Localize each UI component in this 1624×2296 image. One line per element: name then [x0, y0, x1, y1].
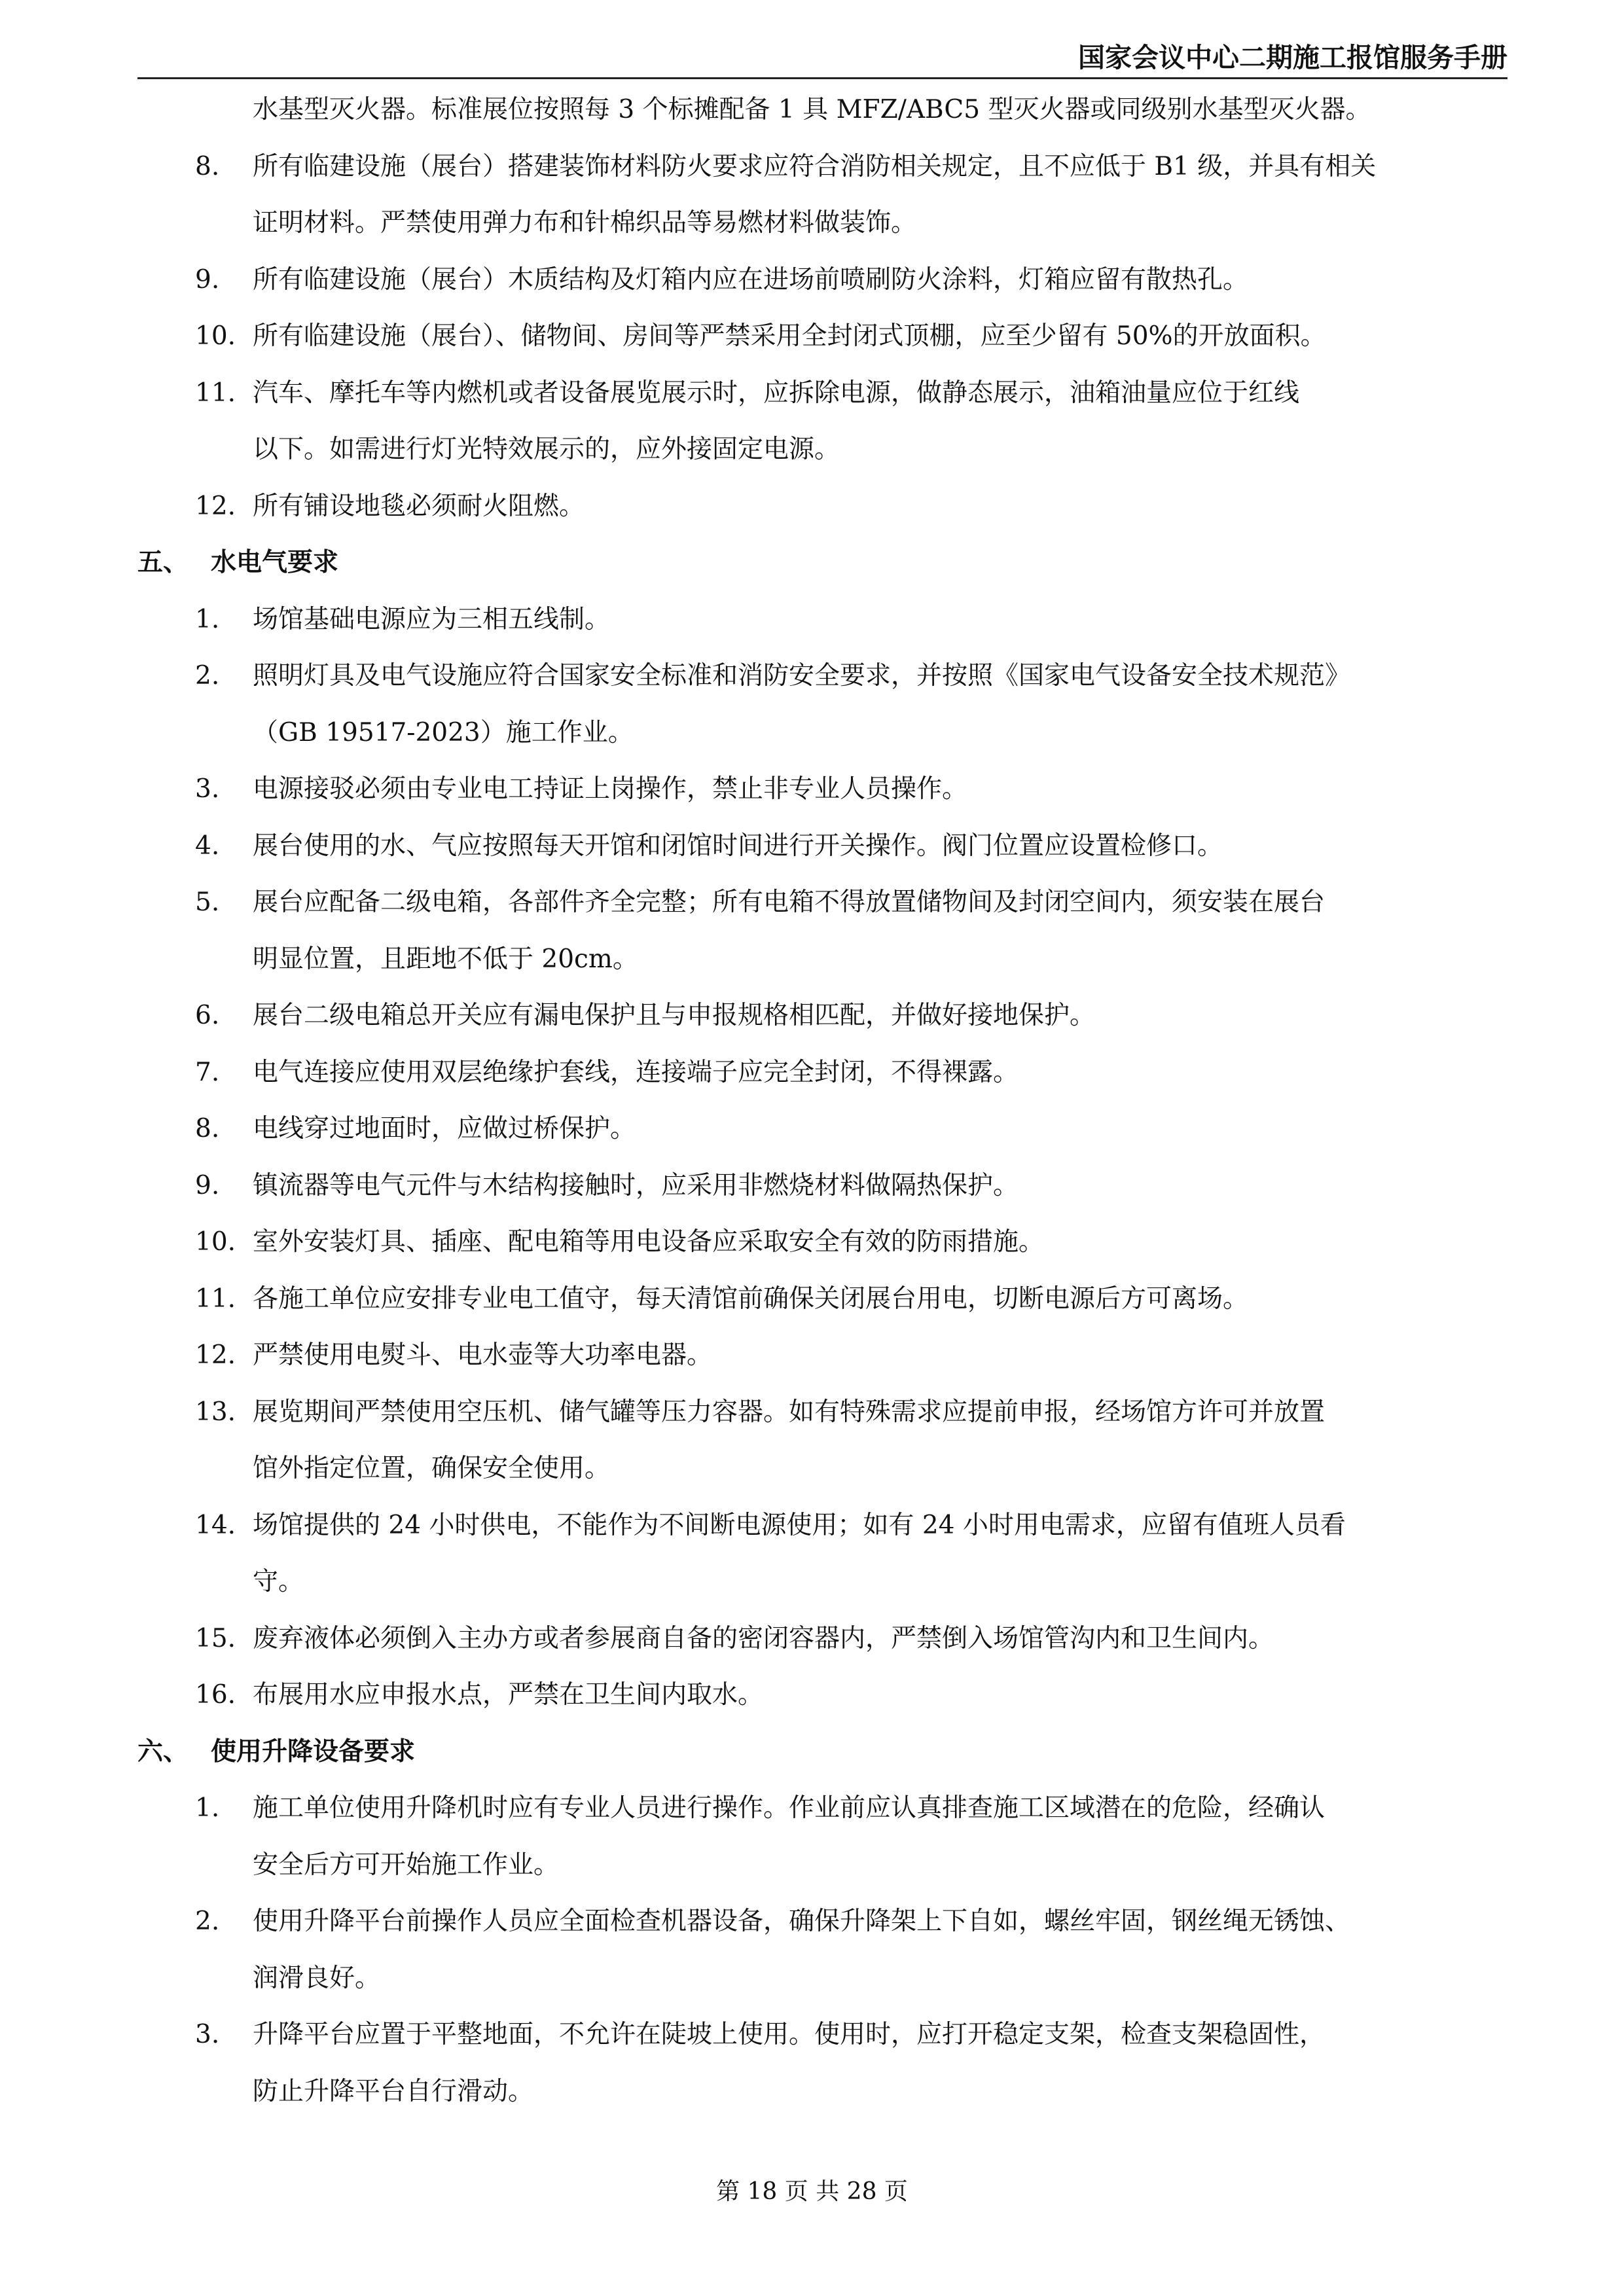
- list-item-number: 10.: [195, 1227, 236, 1257]
- section-heading: [137, 1724, 1507, 1781]
- list-item-text: 汽车、摩托车等内燃机或者设备展览展示时，应拆除电源，做静态展示，油箱油量应位于红线: [253, 378, 1300, 408]
- section-title: 使用升降设备要求: [211, 1736, 416, 1767]
- list-item-number: 4.: [195, 831, 220, 861]
- list-item: [137, 1498, 1507, 1554]
- continuation-text: 馆外指定位置，确保安全使用。: [253, 1454, 611, 1483]
- list-item: [137, 988, 1507, 1045]
- list-item-text: 照明灯具及电气设施应符合国家安全标准和消防安全要求，并按照《国家电气设备安全技术规范》: [253, 661, 1351, 691]
- list-item-text: 展台应配备二级电箱，各部件齐全完整；所有电箱不得放置储物间及封闭空间内，须安装在展台: [253, 888, 1326, 917]
- list-item-continuation: [137, 2064, 1507, 2121]
- list-item-text: 升降平台应置于平整地面，不允许在陡坡上使用。使用时，应打开稳定支架，检查支架稳固性，: [253, 2020, 1326, 2049]
- list-item-continuation: [137, 1554, 1507, 1611]
- continuation-text: 明显位置，且距地不低于 20cm。: [253, 944, 638, 974]
- list-item: [137, 308, 1507, 365]
- list-item-number: 11.: [195, 378, 236, 408]
- section-number: 五、: [137, 548, 189, 577]
- list-item-number: 11.: [195, 1283, 236, 1314]
- list-item-number: 6.: [195, 1001, 220, 1030]
- list-item-number: 8.: [195, 1114, 220, 1143]
- list-item-number: 3.: [195, 2020, 220, 2049]
- list-item-number: 13.: [195, 1397, 236, 1427]
- list-item: [137, 1158, 1507, 1215]
- list-item: [137, 874, 1507, 931]
- list-item-number: 2.: [195, 1907, 220, 1936]
- list-item-text: 各施工单位应安排专业电工值守，每天清馆前确保关闭展台用电，切断电源后方可离场。: [253, 1283, 1249, 1314]
- continuation-text: 防止升降平台自行滑动。: [253, 2076, 534, 2106]
- list-item-text: 电线穿过地面时，应做过桥保护。: [253, 1114, 636, 1143]
- list-item: [137, 1384, 1507, 1441]
- list-item-text: 所有临建设施（展台）搭建装饰材料防火要求应符合消防相关规定，且不应低于 B1 级，并具有相关: [253, 151, 1377, 181]
- list-item-text: 展览期间严禁使用空压机、储气罐等压力容器。如有特殊需求应提前申报，经场馆方许可并放置: [253, 1397, 1326, 1427]
- list-item: [137, 592, 1507, 649]
- list-item: [137, 761, 1507, 818]
- list-item: [137, 139, 1507, 196]
- page-header: [137, 38, 1507, 79]
- continuation-text: 守。: [253, 1567, 304, 1596]
- list-item: [137, 1780, 1507, 1837]
- continuation-text: 润滑良好。: [253, 1963, 381, 1993]
- section-heading: [137, 535, 1507, 592]
- list-item-text: 室外安装灯具、插座、配电箱等用电设备应采取安全有效的防雨措施。: [253, 1227, 1045, 1257]
- list-item-continuation: [137, 195, 1507, 252]
- document-body: [137, 82, 1507, 2120]
- list-item-number: 5.: [195, 888, 220, 917]
- list-item: [137, 1045, 1507, 1102]
- list-item-text: 场馆基础电源应为三相五线制。: [253, 604, 611, 634]
- list-item: [137, 1893, 1507, 1950]
- list-item: [137, 1327, 1507, 1384]
- list-item-text: 电气连接应使用双层绝缘护套线，连接端子应完全封闭，不得裸露。: [253, 1057, 1019, 1087]
- continuation-text: 证明材料。严禁使用弹力布和针棉织品等易燃材料做装饰。: [253, 208, 917, 238]
- list-item: [137, 1214, 1507, 1271]
- list-item: [137, 252, 1507, 309]
- list-item-text: 施工单位使用升降机时应有专业人员进行操作。作业前应认真排查施工区域潜在的危险，经确认: [253, 1793, 1326, 1823]
- list-item-number: 1.: [195, 604, 220, 634]
- list-item-number: 8.: [195, 151, 220, 181]
- list-item-text: 布展用水应申报水点，严禁在卫生间内取水。: [253, 1680, 764, 1710]
- list-item-number: 2.: [195, 661, 220, 691]
- list-item-continuation: [137, 1837, 1507, 1894]
- list-item-continuation: [137, 422, 1507, 478]
- list-item-text: 展台使用的水、气应按照每天开馆和闭馆时间进行开关操作。阀门位置应设置检修口。: [253, 831, 1223, 861]
- list-item-text: 废弃液体必须倒入主办方或者参展商自备的密闭容器内，严禁倒入场馆管沟内和卫生间内。: [253, 1623, 1274, 1653]
- list-item-number: 15.: [195, 1623, 236, 1653]
- list-item: [137, 1271, 1507, 1328]
- list-item-text: 严禁使用电熨斗、电水壶等大功率电器。: [253, 1340, 713, 1370]
- list-item-number: 1.: [195, 1793, 220, 1823]
- list-item-text: 镇流器等电气元件与木结构接触时，应采用非燃烧材料做隔热保护。: [253, 1170, 1019, 1200]
- list-item-text: 所有铺设地毯必须耐火阻燃。: [253, 491, 585, 521]
- list-item: [137, 365, 1507, 422]
- continuation-text: 安全后方可开始施工作业。: [253, 1850, 560, 1880]
- list-item-continuation: [137, 705, 1507, 762]
- list-item-number: 3.: [195, 774, 220, 804]
- continuation-text: （GB 19517-2023）施工作业。: [253, 717, 634, 747]
- list-item-text: 展台二级电箱总开关应有漏电保护且与申报规格相匹配，并做好接地保护。: [253, 1001, 1096, 1030]
- list-item: [137, 478, 1507, 535]
- list-item-number: 12.: [195, 491, 236, 521]
- list-item-text: 电源接驳必须由专业电工持证上岗操作，禁止非专业人员操作。: [253, 774, 968, 804]
- page-number: 第 18 页 共 28 页: [716, 2178, 908, 2205]
- list-item-number: 10.: [195, 321, 236, 351]
- continuation-text: 以下。如需进行灯光特效展示的，应外接固定电源。: [253, 435, 840, 464]
- list-item: [137, 1101, 1507, 1158]
- section-number: 六、: [137, 1736, 189, 1767]
- list-item: [137, 818, 1507, 875]
- list-item-number: 9.: [195, 264, 220, 295]
- list-item-number: 9.: [195, 1170, 220, 1200]
- list-item-number: 16.: [195, 1680, 236, 1710]
- list-item-number: 7.: [195, 1057, 220, 1087]
- list-item-continuation: [137, 1441, 1507, 1498]
- list-item-text: 使用升降平台前操作人员应全面检查机器设备，确保升降架上下自如，螺丝牢固，钢丝绳无锈蚀、: [253, 1907, 1351, 1936]
- list-item: [137, 648, 1507, 705]
- list-item-text: 场馆提供的 24 小时供电，不能作为不间断电源使用；如有 24 小时用电需求，应留有值班人员看: [253, 1510, 1346, 1540]
- list-item: [137, 1667, 1507, 1724]
- list-item-continuation: [137, 82, 1507, 139]
- list-item-continuation: [137, 1950, 1507, 2007]
- continuation-text: 水基型灭火器。标准展位按照每 3 个标摊配备 1 具 MFZ/ABC5 型灭火器或同级别水基型灭火器。: [253, 95, 1371, 124]
- list-item-text: 所有临建设施（展台）、储物间、房间等严禁采用全封闭式顶棚，应至少留有 50%的开放面积。: [253, 321, 1326, 351]
- list-item-number: 12.: [195, 1340, 236, 1370]
- list-item: [137, 1611, 1507, 1668]
- document-title: 国家会议中心二期施工报馆服务手册: [1078, 42, 1507, 73]
- section-title: 水电气要求: [211, 548, 339, 577]
- list-item-continuation: [137, 931, 1507, 988]
- list-item-number: 14.: [195, 1510, 236, 1540]
- list-item: [137, 2007, 1507, 2064]
- list-item-text: 所有临建设施（展台）木质结构及灯箱内应在进场前喷刷防火涂料，灯箱应留有散热孔。: [253, 264, 1249, 295]
